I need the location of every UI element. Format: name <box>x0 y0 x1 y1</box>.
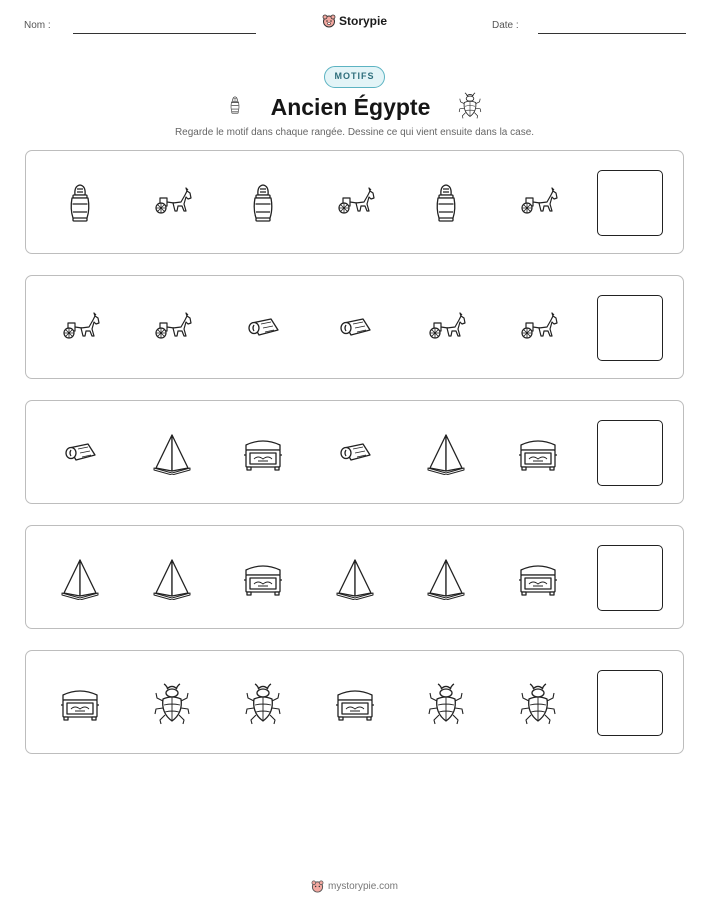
title-row <box>0 90 709 125</box>
brand <box>0 14 709 33</box>
date-label: Date : <box>492 20 519 31</box>
pyramid-icon <box>150 431 194 475</box>
pyramid-icon <box>424 556 468 600</box>
chariot-icon <box>58 306 102 350</box>
pattern-row-4 <box>25 525 684 629</box>
chariot-icon <box>333 181 377 225</box>
answer-box[interactable] <box>597 295 663 361</box>
pattern-row-5 <box>25 650 684 754</box>
treasure-chest-icon <box>241 556 285 600</box>
footer <box>0 880 709 898</box>
chariot-icon <box>150 306 194 350</box>
pyramid-icon <box>424 431 468 475</box>
canopic-jar-icon <box>58 181 102 225</box>
brand-name: Storypie <box>338 14 387 28</box>
name-line <box>73 33 256 34</box>
treasure-chest-icon <box>58 681 102 725</box>
treasure-chest-icon <box>241 431 285 475</box>
scarab-icon <box>516 681 560 725</box>
footer-url: mystorypie.com <box>327 881 398 892</box>
chariot-icon <box>516 306 560 350</box>
pattern-row-3 <box>25 400 684 504</box>
papyrus-scroll-icon <box>333 431 377 475</box>
answer-box[interactable] <box>597 420 663 486</box>
date-field <box>492 20 519 31</box>
pattern-row-1 <box>25 150 684 254</box>
category-badge: MOTIFS <box>324 66 385 88</box>
answer-box[interactable] <box>597 670 663 736</box>
chariot-icon <box>516 181 560 225</box>
scarab-icon <box>241 681 285 725</box>
chariot-icon <box>424 306 468 350</box>
name-label: Nom : <box>24 20 51 31</box>
papyrus-scroll-icon <box>333 306 377 350</box>
canopic-jar-icon <box>424 181 468 225</box>
papyrus-scroll-icon <box>58 431 102 475</box>
chariot-icon <box>150 181 194 225</box>
pattern-row-2 <box>25 275 684 379</box>
pyramid-icon <box>333 556 377 600</box>
storypie-logo-icon <box>322 14 336 28</box>
pyramid-icon <box>150 556 194 600</box>
canopic-jar-icon <box>241 181 285 225</box>
canopic-jar-icon <box>225 90 245 125</box>
treasure-chest-icon <box>333 681 377 725</box>
answer-box[interactable] <box>597 170 663 236</box>
storypie-logo-icon <box>311 880 324 893</box>
pyramid-icon <box>58 556 102 600</box>
treasure-chest-icon <box>516 556 560 600</box>
scarab-icon <box>456 91 484 124</box>
answer-box[interactable] <box>597 545 663 611</box>
date-line <box>538 33 686 34</box>
scarab-icon <box>424 681 468 725</box>
page-title: Ancien Égypte <box>270 94 431 120</box>
treasure-chest-icon <box>516 431 560 475</box>
papyrus-scroll-icon <box>241 306 285 350</box>
instructions: Regarde le motif dans chaque rangée. Dessine ce qui vient ensuite dans la case. <box>174 127 535 138</box>
scarab-icon <box>150 681 194 725</box>
